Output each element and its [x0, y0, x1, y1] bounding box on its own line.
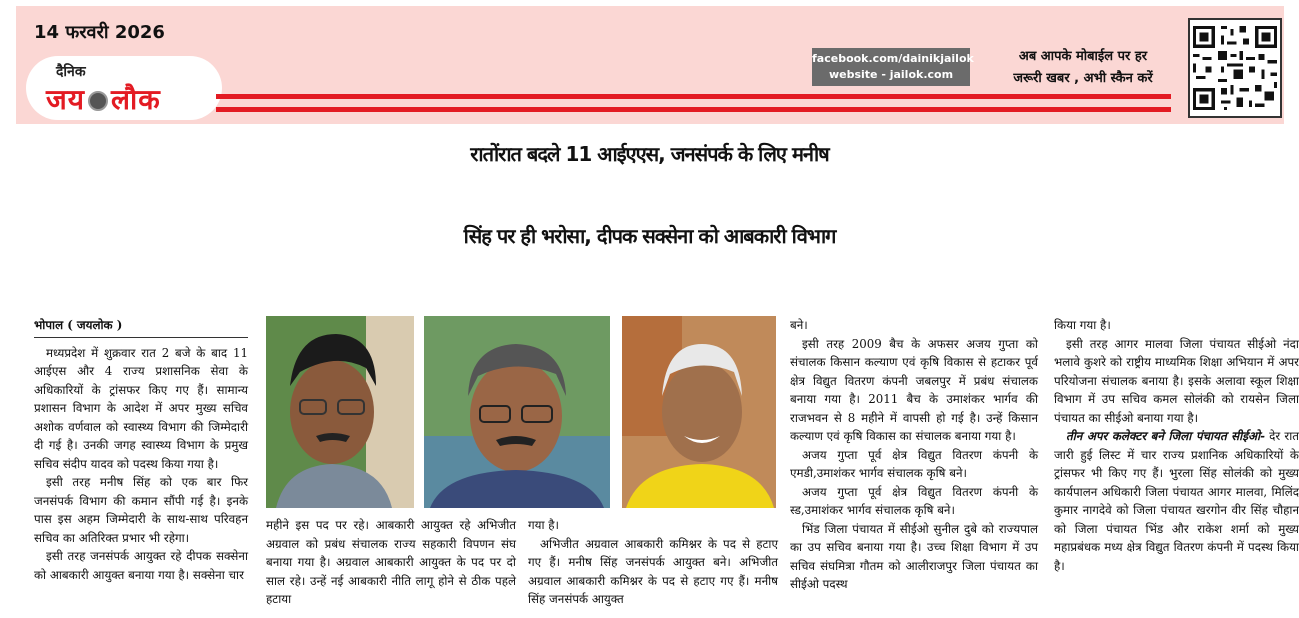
article-paragraph: अभिजीत अग्रवाल आबकारी कमिश्नर के पद से हटाए गए हैं। मनीष सिंह जनसंपर्क आयुक्त बने। अभिजीत अग्रवाल आबकारी कमिश्नर के पद से हटाए गए हैं। मनीष सिंह जनसंपर्क आयुक्त: [528, 536, 778, 606]
subheading: तीन अपर कलेक्टर बने जिला पंचायत सीईओ-: [1066, 429, 1265, 443]
article-column-1: [34, 316, 248, 584]
article-column-5: [1054, 316, 1299, 575]
article-paragraph: महीने इस पद पर रहे। आबकारी आयुक्त रहे अभिजीत अग्रवाल को प्रबंध संचालक राज्य सहकारी विपणन संघ बनाया गया है। अग्रवाल आबकारी आयुक्त के पद पर दो साल रहे। उन्हें नई आबकारी नीति लागू होने से ठीक पहले हटाया: [266, 518, 516, 606]
logo-small-text: दैनिक: [56, 64, 86, 80]
globe-icon: [88, 91, 108, 111]
article-paragraph: गया है।: [528, 518, 560, 532]
photo-person-2: [424, 316, 610, 508]
article-column-2: [266, 516, 516, 609]
headline-line-1: रातोंरात बदले 11 आईएएस, जनसंपर्क के लिए मनीष: [470, 142, 829, 166]
masthead: [16, 6, 1284, 124]
logo-main-text: [46, 80, 161, 118]
photo-person-1: [266, 316, 414, 508]
article-paragraph: किया गया है।: [1054, 318, 1111, 332]
masthead-divider-line: [216, 94, 1171, 99]
article-paragraph: [1054, 427, 1299, 575]
article-paragraph: अजय गुप्ता पूर्व क्षेत्र विद्युत वितरण कंपनी के एमडी,उमाशंकर भार्गव संचालक कृषि बने।: [790, 447, 1038, 480]
article-column-4: [790, 316, 1038, 594]
scan-prompt: [990, 46, 1176, 90]
logo-word-2: लौक: [111, 83, 161, 116]
article-paragraph: इसी तरह मनीष सिंह को एक बार फिर जनसंपर्क विभाग की कमान सौंपी गई है। इनके पास इस अहम जिम्मेदारी के साथ-साथ परिवहन सचिव का अतिरिक्त प्रभार भी रहेगा।: [34, 475, 248, 545]
scan-prompt-line-2: जरूरी खबर , अभी स्कैन करें: [1013, 71, 1153, 86]
article-column-3: [528, 516, 778, 609]
article-text: देर रात जारी हुई लिस्ट में चार राज्य प्रशानिक अधिकारियों के ट्रांसफर भी किए गए हैं। भुरला सिंह सोलंकी को मुख्य कार्यपालन अधिकारी जिला पंचायत आगर मालवा, मिलिंद कुमार नागदेवे को जिला पंचायत खरगोन वीर सिंह चौहान को जिला पंचायत भिंड और राकेश शर्मा को मुख्य महाप्रबंधक मध्य क्षेत्र विद्युत वितरण कंपनी में पदस्थ किया है।: [1054, 429, 1299, 573]
article-paragraph: मध्यप्रदेश में शुक्रवार रात 2 बजे के बाद 11 आईएस और 4 राज्य प्रशासनिक सेवा के अधिकारियों के ट्रांसफर किए गए हैं। सामान्य प्रशासन विभाग के आदेश में अपर मुख्य सचिव अशोक वर्णवाल को स्वास्थ्य विभाग की जिम्मेदारी दी गई है। उनकी जगह स्वास्थ्य विभाग के प्रमुख सचिव संदीप यादव को पदस्थ किया गया है।: [34, 345, 248, 471]
social-links-box[interactable]: [812, 48, 974, 86]
article-paragraph: इसी तरह 2009 बैच के अफसर अजय गुप्ता को संचालक किसान कल्याण एवं कृषि विकास से हटाकर पूर्व क्षेत्र विद्युत वितरण कंपनी जबलपुर में प्रबंध संचालक बनाया गया है। 2011 बैच के उमाशंकर भार्गव की राजभवन से 8 महीने में वापसी हो गई है। उन्हें किसान कल्याण एवं कृषि विकास का संचालक बनाया गया है।: [790, 336, 1038, 443]
article-paragraph: भिंड जिला पंचायत में सीईओ सुनील दुबे को राज्यपाल का उप सचिव बनाया गया है। उच्च शिक्षा विभाग में उप सचिव संघमित्रा गौतम को आलीराजपुर जिला पंचायत का सीईओ पदस्थ: [790, 521, 1038, 591]
issue-date: 14 फरवरी 2026: [34, 22, 165, 43]
newspaper-logo[interactable]: [26, 56, 222, 120]
article-paragraph: इसी तरह आगर मालवा जिला पंचायत सीईओ नंदा भलावे कुशरे को राष्ट्रीय माध्यमिक शिक्षा अभियान में अपर परियोजना संचालक बनाया है। इसके अलावा स्कूल शिक्षा विभाग में उप सचिव कमल सोलंकी को रायसेन जिला पंचायत का सीईओ बनाया गया है।: [1054, 336, 1299, 425]
scan-prompt-line-1: अब आपके मोबाईल पर हर: [1018, 49, 1148, 64]
logo-word-1: जय: [46, 83, 86, 116]
website-link[interactable]: website - jailok.com: [828, 68, 954, 81]
photo-person-3: [622, 316, 776, 508]
qr-code-icon[interactable]: [1188, 18, 1282, 118]
article-paragraph: अजय गुप्ता पूर्व क्षेत्र विद्युत वितरण कंपनी के स्ड,उमाशंकर भार्गव संचालक कृषि बने।: [790, 484, 1038, 517]
headline-line-2: सिंह पर ही भरोसा, दीपक सक्सेना को आबकारी विभाग: [463, 224, 836, 248]
dateline: भोपाल ( जयलोक ): [34, 316, 248, 338]
masthead-divider-line: [216, 107, 1171, 112]
article-paragraph: बने।: [790, 318, 808, 332]
facebook-link[interactable]: facebook.com/dainikjailok: [812, 52, 974, 65]
article-paragraph: इसी तरह जनसंपर्क आयुक्त रहे दीपक सक्सेना को आबकारी आयुक्त बनाया गया है। सक्सेना चार: [34, 549, 248, 582]
